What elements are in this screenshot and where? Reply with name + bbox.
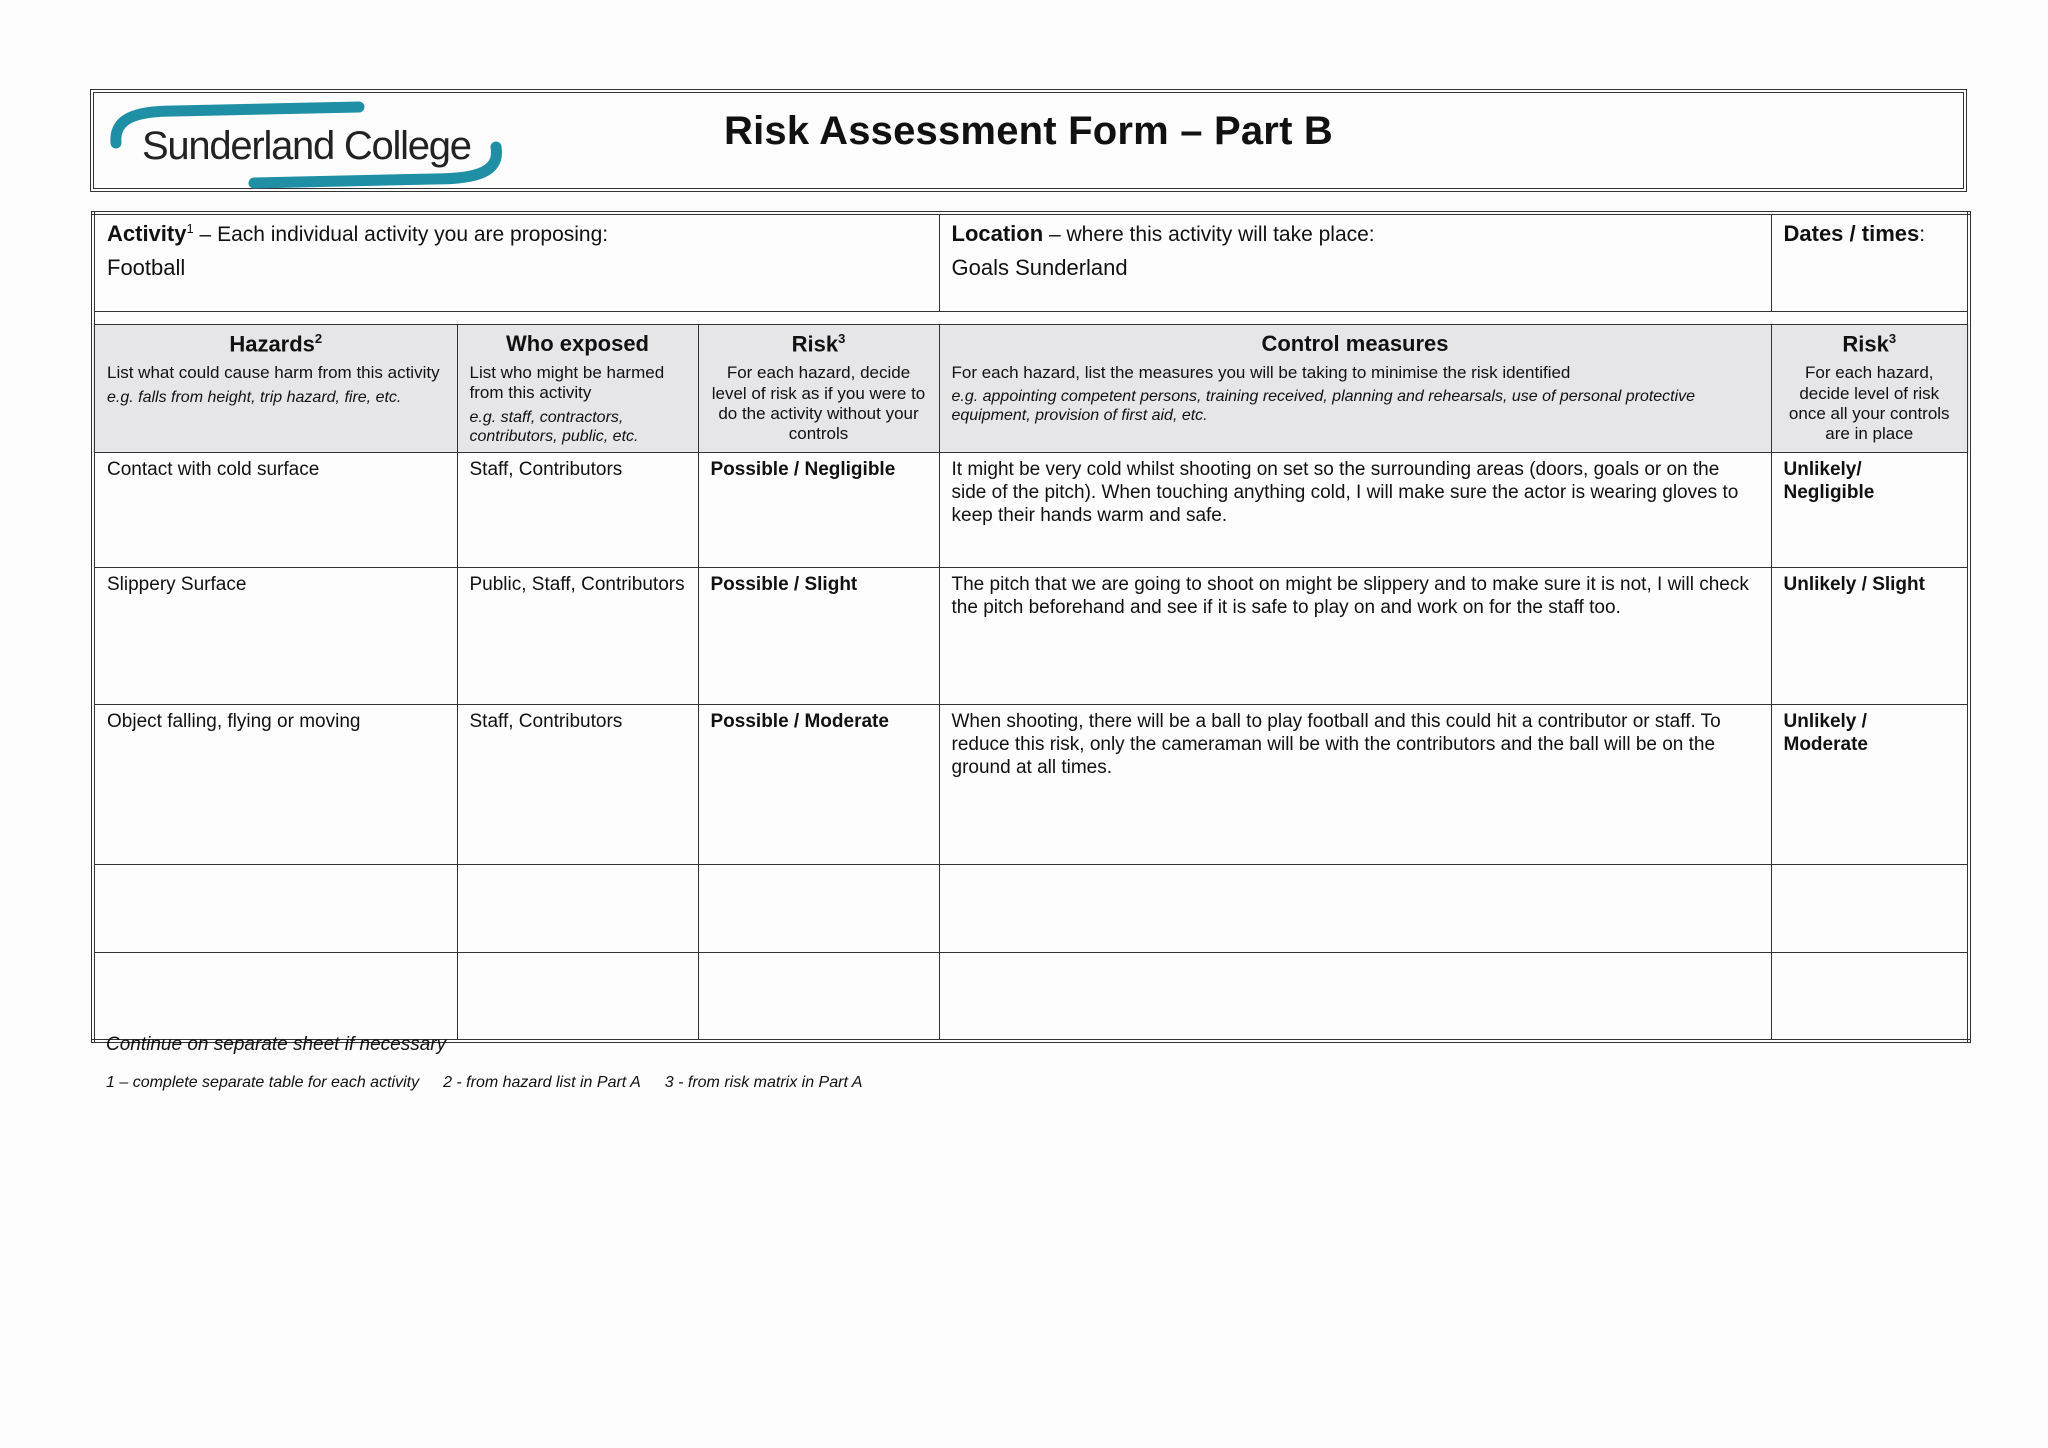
table-row (93, 453, 1969, 568)
dates-suffix: : (1919, 223, 1926, 246)
column-header-row (93, 324, 1969, 453)
who-title: Who exposed (505, 330, 649, 356)
control-measures-cell[interactable]: It might be very cold whilst shooting on set so the surrounding areas (doors, goals or on the side of the pitch). When touching anything cold, I will make sure the actor is wearing gloves to keep their hands warm and safe. (939, 453, 1771, 568)
risk-after-desc: For each hazard, decide level of risk once all your controls are in place (1788, 363, 1950, 444)
dates-cell[interactable] (1771, 213, 1969, 311)
control-measures-cell[interactable]: The pitch that we are going to shoot on might be slippery and to make sure it is not, I will check the pitch beforehand and see if it is safe to play on and work on for the staff too. (939, 568, 1771, 705)
control-measures-cell[interactable] (939, 953, 1771, 1041)
logo-text: Sunderland College (142, 124, 472, 168)
hazards-sup: 2 (314, 330, 323, 346)
table-row (93, 865, 1969, 953)
dates-label: Dates / times (1783, 221, 1920, 246)
risk-assessment-table (91, 211, 1971, 1043)
controls-title: Control measures (1261, 330, 1449, 356)
hazard-cell[interactable] (93, 953, 457, 1041)
column-header-hazards (93, 324, 457, 453)
risk-before-cell[interactable]: Possible / Slight (698, 568, 939, 705)
activity-value[interactable]: Football (107, 255, 186, 281)
control-measures-cell[interactable] (939, 865, 1771, 953)
table-row (93, 568, 1969, 705)
risk-after-cell[interactable] (1771, 953, 1969, 1041)
who-exposed-cell[interactable] (457, 953, 698, 1041)
footnote-3: 3 - from risk matrix in Part A (664, 1074, 863, 1091)
footnote-2: 2 - from hazard list in Part A (443, 1074, 641, 1091)
hazard-cell[interactable]: Contact with cold surface (93, 453, 457, 568)
spacer-row (93, 311, 1969, 324)
risk-after-title: Risk (1842, 330, 1889, 356)
location-value[interactable]: Goals Sunderland (951, 255, 1128, 281)
activity-label: Activity (107, 221, 187, 246)
risk-before-cell[interactable] (698, 865, 939, 953)
column-header-who-exposed (457, 324, 698, 453)
risk-after-sup: 3 (1888, 330, 1897, 346)
column-header-risk-before (698, 324, 939, 453)
who-exposed-cell[interactable] (457, 865, 698, 953)
risk-after-cell[interactable]: Unlikely/ Negligible (1771, 453, 1969, 568)
who-exposed-cell[interactable]: Staff, Contributors (457, 705, 698, 865)
hazards-example: e.g. falls from height, trip hazard, fire, etc. (107, 388, 402, 406)
table-row (93, 953, 1969, 1041)
hazard-cell[interactable] (93, 865, 457, 953)
location-label: Location (951, 221, 1044, 246)
risk-before-desc: For each hazard, decide level of risk as if you were to do the activity without your controls (711, 363, 926, 444)
risk-after-cell[interactable] (1771, 865, 1969, 953)
location-cell[interactable] (939, 213, 1771, 311)
who-desc: List who might be harmed from this activity (469, 362, 665, 403)
risk-before-cell[interactable]: Possible / Moderate (698, 705, 939, 865)
risk-after-cell[interactable]: Unlikely / Moderate (1771, 705, 1969, 865)
hazard-cell[interactable]: Object falling, flying or moving (93, 705, 457, 865)
risk-before-cell[interactable]: Possible / Negligible (698, 453, 939, 568)
who-exposed-cell[interactable]: Public, Staff, Contributors (457, 568, 698, 705)
form-title: Risk Assessment Form – Part B (723, 109, 1333, 153)
form-header (90, 89, 1967, 192)
who-example: e.g. staff, contractors, contributors, public, etc. (469, 408, 639, 445)
footnote-1: 1 – complete separate table for each activity (106, 1074, 420, 1091)
activity-cell[interactable] (93, 213, 939, 311)
continue-note: Continue on separate sheet if necessary (106, 1034, 447, 1055)
location-description: – where this activity will take place: (1043, 223, 1375, 246)
who-exposed-cell[interactable]: Staff, Contributors (457, 453, 698, 568)
risk-before-cell[interactable] (698, 953, 939, 1041)
table-row (93, 705, 1969, 865)
footnotes (106, 1074, 862, 1092)
column-header-risk-after (1771, 324, 1969, 453)
hazards-title: Hazards (229, 330, 315, 356)
risk-after-cell[interactable]: Unlikely / Slight (1771, 568, 1969, 705)
column-header-control-measures (939, 324, 1771, 453)
risk-before-sup: 3 (838, 330, 846, 346)
control-measures-cell[interactable]: When shooting, there will be a ball to play football and this could hit a contributor or staff. To reduce this risk, only the cameraman will be with the contributors and the ball will be on the ground at all times. (939, 705, 1771, 865)
controls-desc: For each hazard, list the measures you will be taking to minimise the risk identified (951, 362, 1571, 382)
hazard-cell[interactable]: Slippery Surface (93, 568, 457, 705)
hazards-desc: List what could cause harm from this activity (107, 363, 440, 383)
risk-before-title: Risk (791, 330, 839, 356)
activity-sup: 1 (186, 221, 194, 236)
controls-example: e.g. appointing competent persons, training received, planning and rehearsals, use of personal protective equipment, provision of first aid, etc. (951, 388, 1696, 425)
activity-description: – Each individual activity you are proposing: (193, 223, 609, 246)
